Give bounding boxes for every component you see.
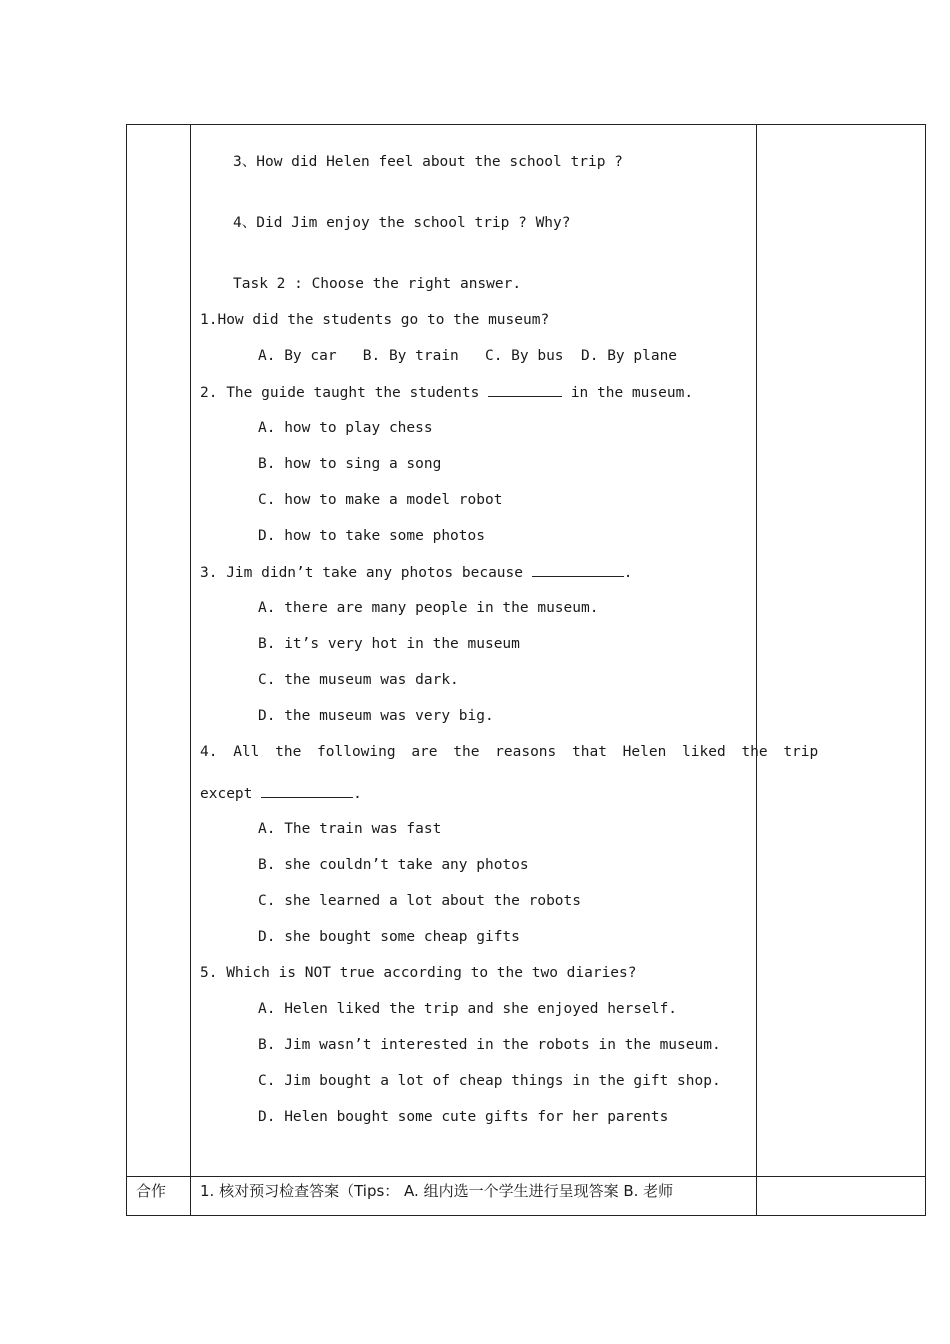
table-border-right (925, 124, 926, 1216)
q5-option-b: B. Jim wasn’t interested in the robots in the museum. (258, 1037, 721, 1053)
q4-stem-end: . (353, 786, 362, 802)
cooperation-label: 合作 (136, 1182, 167, 1200)
q2-answer-blank (488, 383, 562, 397)
q5-option-a: A. Helen liked the trip and she enjoyed herself. (258, 1001, 678, 1017)
cooperation-text: 1. 核对预习检查答案（Tips： A. 组内选一个学生进行呈现答案 B. 老师 (200, 1182, 674, 1200)
q4-stem-line1: 4. All the following are the reasons that Helen liked the trip (200, 744, 819, 760)
question-3: 3、How did Helen feel about the school trip ? (233, 154, 623, 170)
q4-option-a: A. The train was fast (258, 821, 442, 837)
q4-stem-line2 (200, 784, 362, 803)
q5-option-d: D. Helen bought some cute gifts for her parents (258, 1109, 669, 1125)
column-divider-1 (190, 124, 191, 1216)
row-divider (126, 1176, 926, 1177)
q2-option-a: A. how to play chess (258, 420, 433, 436)
q3-option-a: A. there are many people in the museum. (258, 600, 599, 616)
q2-stem-start: 2. The guide taught the students (200, 385, 480, 401)
q4-option-d: D. she bought some cheap gifts (258, 929, 520, 945)
q2-option-c: C. how to make a model robot (258, 492, 503, 508)
table-border-bottom (126, 1215, 926, 1216)
q4-answer-blank (261, 784, 353, 798)
q4-stem-start: except (200, 786, 253, 802)
q4-option-c: C. she learned a lot about the robots (258, 893, 582, 909)
q2-stem (200, 383, 693, 402)
q5-option-c: C. Jim bought a lot of cheap things in the gift shop. (258, 1073, 721, 1089)
q4-option-b: B. she couldn’t take any photos (258, 857, 529, 873)
q3-stem (200, 563, 632, 582)
q2-option-b: B. how to sing a song (258, 456, 442, 472)
q3-option-c: C. the museum was dark. (258, 672, 459, 688)
q3-stem-start: 3. Jim didn’t take any photos because (200, 565, 524, 581)
task2-title: Task 2 : Choose the right answer. (233, 276, 522, 292)
q3-option-b: B. it’s very hot in the museum (258, 636, 520, 652)
table-border-left (126, 124, 127, 1216)
q1-stem: 1.How did the students go to the museum? (200, 312, 550, 328)
table-border-top (126, 124, 926, 125)
q3-option-d: D. the museum was very big. (258, 708, 494, 724)
q3-answer-blank (532, 563, 624, 577)
q1-options: A. By car B. By train C. By bus D. By plane (258, 348, 678, 364)
column-divider-2 (756, 124, 757, 1216)
q3-stem-end: . (623, 565, 633, 581)
q2-stem-end: in the museum. (570, 385, 694, 401)
q2-option-d: D. how to take some photos (258, 528, 485, 544)
question-4: 4、Did Jim enjoy the school trip ? Why? (233, 215, 571, 231)
q5-stem: 5. Which is NOT true according to the two diaries? (200, 965, 637, 981)
